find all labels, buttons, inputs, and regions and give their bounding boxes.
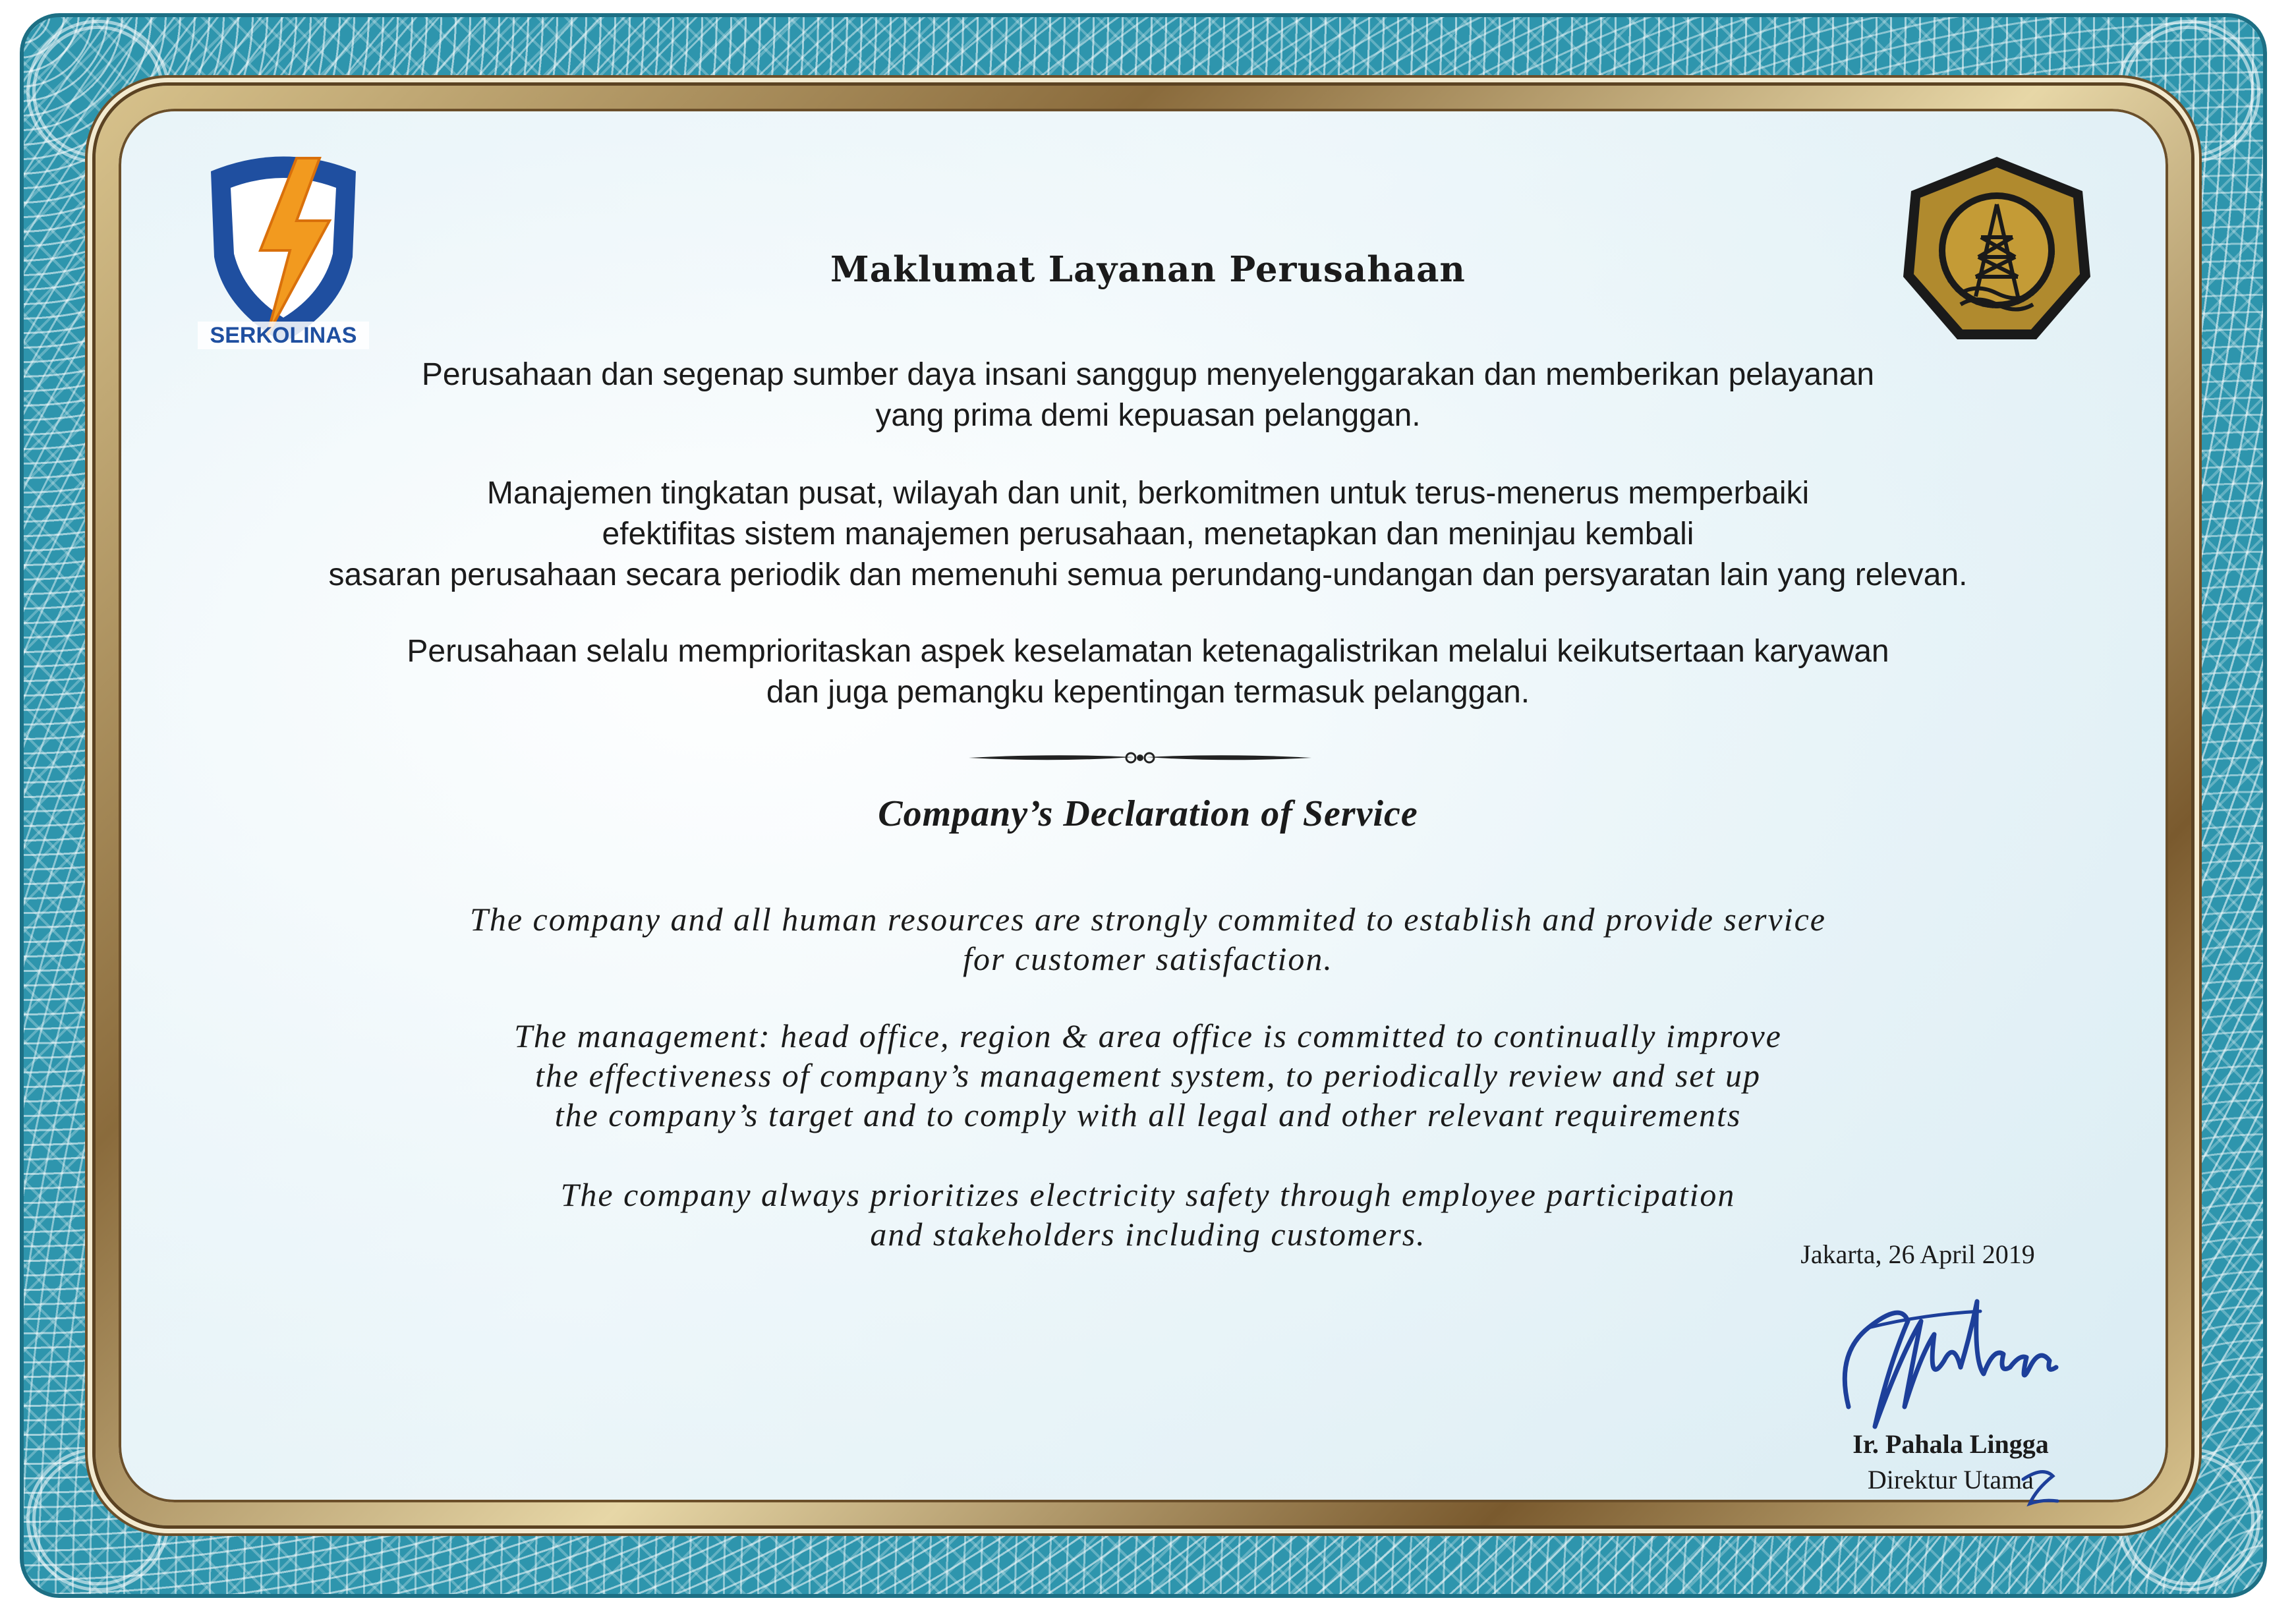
text-line: for customer satisfaction.: [963, 940, 1333, 977]
text-line: Manajemen tingkatan pusat, wilayah dan unit, berkomitmen untuk terus-menerus memperbaiki: [486, 476, 1810, 511]
place-date: Jakarta, 26 April 2019: [1800, 1239, 2035, 1269]
handwritten-initial: [2017, 1463, 2063, 1509]
company-logo-text: SERKOLINAS: [210, 323, 357, 348]
indonesian-paragraph-1: [0, 355, 2296, 436]
indonesian-paragraph-3: [0, 631, 2296, 713]
text-line: sasaran perusahaan secara periodik dan memenuhi semua perundang-undangan dan persyaratan lain yang relevan.: [328, 557, 1968, 592]
title-indonesian: Maklumat Layanan Perusahaan: [830, 249, 1466, 290]
text-line: The company and all human resources are strongly commited to establish and provide service: [470, 901, 1826, 938]
signer-title: Direktur Utama: [1867, 1465, 2034, 1494]
ministry-seal-text: ENERGI DAN SUMBER DAYA MINERAL: [1936, 250, 2058, 312]
text-line: efektifitas sistem manajemen perusahaan, menetapkan dan meninjau kembali: [602, 517, 1694, 552]
title-english: Company’s Declaration of Service: [878, 793, 1418, 834]
text-line: the effectiveness of company’s management system, to periodically review and set up: [534, 1057, 1762, 1094]
english-paragraph-1: [0, 899, 2296, 979]
indonesian-paragraph-2: [0, 473, 2296, 596]
text-line: dan juga pemangku kepentingan termasuk pelanggan.: [766, 675, 1530, 710]
ornamental-divider: [969, 748, 1311, 768]
text-line: Perusahaan selalu memprioritaskan aspek keselamatan ketenagalistrikan melalui keikutsertaan karyawan: [407, 634, 1889, 669]
text-line: and stakeholders including customers.: [870, 1216, 1426, 1253]
english-paragraph-2: [0, 1016, 2296, 1135]
handwritten-signature: [1829, 1275, 2073, 1440]
text-line: Perusahaan dan segenap sumber daya insani sanggup menyelenggarakan dan memberikan pelayanan: [421, 357, 1875, 392]
text-line: yang prima demi kepuasan pelanggan.: [875, 398, 1421, 433]
signer-name: Ir. Pahala Lingga: [1852, 1429, 2049, 1459]
text-line: The company always prioritizes electricity safety through employee participation: [560, 1176, 1736, 1213]
text-line: The management: head office, region & area office is committed to continually improve: [514, 1017, 1782, 1054]
text-line: the company’s target and to comply with all legal and other relevant requirements: [554, 1096, 1742, 1133]
